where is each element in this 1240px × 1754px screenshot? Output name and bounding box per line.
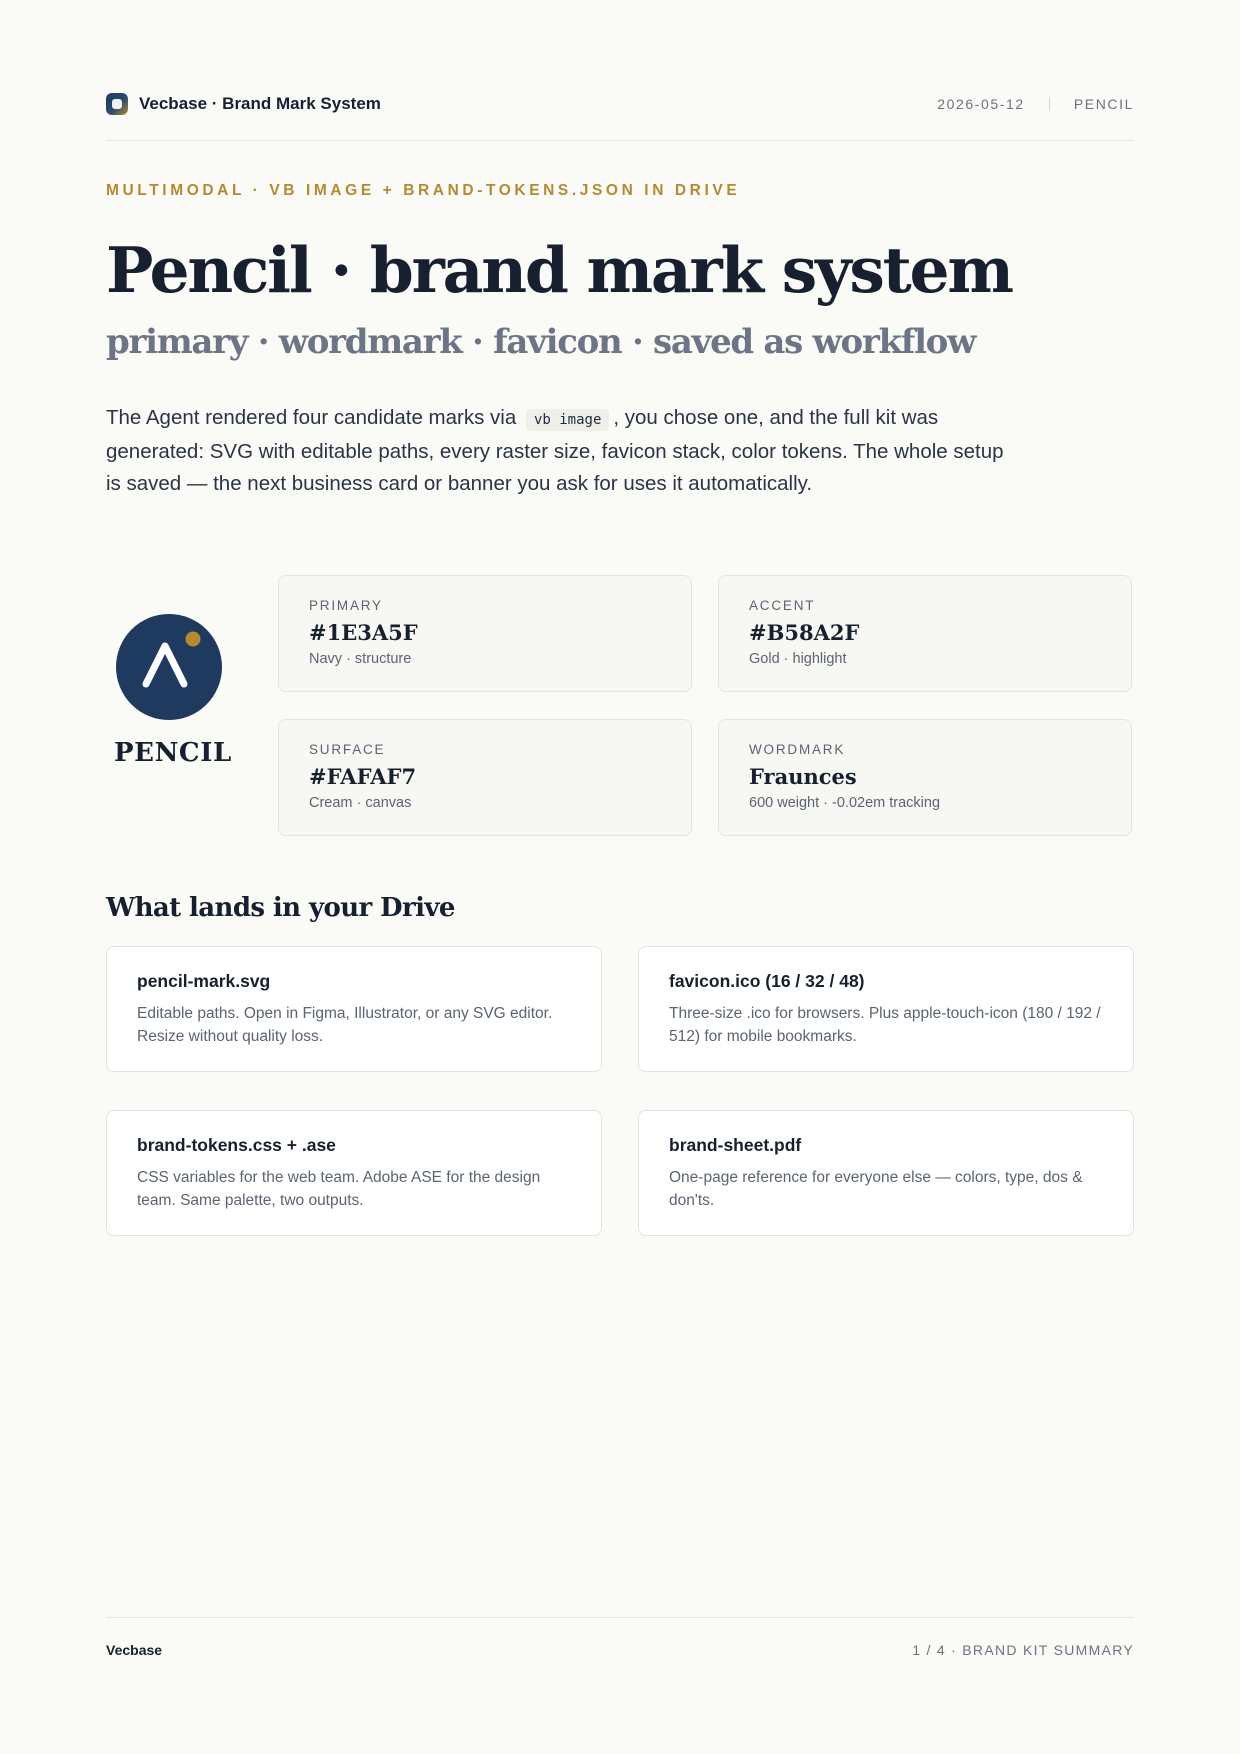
token-value: #1E3A5F <box>309 620 418 645</box>
vecbase-logo-icon <box>106 93 128 115</box>
token-card-primary <box>278 575 692 692</box>
file-name: pencil-mark.svg <box>137 971 271 991</box>
header <box>106 92 1134 116</box>
page-title: Pencil · brand mark system <box>106 233 1012 307</box>
token-value: #FAFAF7 <box>309 764 417 789</box>
footer-brand: Vecbase <box>106 1642 163 1658</box>
file-name: favicon.ico (16 / 32 / 48) <box>669 971 865 991</box>
page-subtitle: primary · wordmark · favicon · saved as workflow <box>106 322 976 362</box>
token-label: SURFACE <box>309 742 386 757</box>
token-label: WORDMARK <box>749 742 846 757</box>
token-label: PRIMARY <box>309 598 383 613</box>
token-card-wordmark <box>718 719 1132 836</box>
file-description: CSS variables for the web team. Adobe ASE for the design team. Same palette, two outputs. <box>137 1169 541 1209</box>
brand-mark <box>114 614 232 768</box>
header-date: 2026-05-12 <box>937 96 1025 112</box>
file-name: brand-sheet.pdf <box>669 1135 802 1155</box>
token-card-accent <box>718 575 1132 692</box>
token-value: Fraunces <box>749 764 857 789</box>
footer-page-info: 1 / 4 · BRAND KIT SUMMARY <box>912 1642 1134 1658</box>
intro-code: vb image <box>526 409 609 431</box>
file-card-favicon <box>638 946 1134 1072</box>
header-meta <box>937 96 1134 112</box>
token-note: Gold · highlight <box>749 651 847 667</box>
intro-text-end: , you chose one, and the full kit was generated: SVG with editable paths, every raster size, favicon stack, color tokens. The whole setup is saved — the next business card or banner you ask for uses it automatically. <box>106 406 1004 495</box>
token-card-surface <box>278 719 692 836</box>
mark-wordmark: PENCIL <box>114 738 232 768</box>
file-card-tokens <box>106 1110 602 1236</box>
file-description: Three-size .ico for browsers. Plus apple-touch-icon (180 / 192 / 512) for mobile bookmarks. <box>669 1005 1101 1045</box>
brand <box>106 93 381 115</box>
eyebrow: MULTIMODAL · VB IMAGE + BRAND-TOKENS.JSON IN DRIVE <box>106 182 741 199</box>
file-description: Editable paths. Open in Figma, Illustrator, or any SVG editor. Resize without quality loss. <box>137 1005 553 1045</box>
intro-paragraph <box>106 402 1006 500</box>
token-note: 600 weight · -0.02em tracking <box>749 795 941 811</box>
brand-name: Vecbase · Brand Mark System <box>139 94 381 113</box>
brand-kit-page <box>106 0 1134 1754</box>
header-divider <box>1049 97 1050 111</box>
intro-text-start: The Agent rendered four candidate marks via <box>106 406 517 429</box>
file-card-svg <box>106 946 602 1072</box>
file-card-brand-sheet <box>638 1110 1134 1236</box>
header-rule <box>106 140 1134 141</box>
file-name: brand-tokens.css + .ase <box>137 1135 336 1155</box>
file-description: One-page reference for everyone else — colors, type, dos & don'ts. <box>669 1169 1083 1209</box>
pencil-mark-icon <box>116 614 222 720</box>
token-note: Cream · canvas <box>309 795 412 811</box>
token-value: #B58A2F <box>749 620 860 645</box>
pencil-mark-glyph <box>116 614 222 720</box>
token-label: ACCENT <box>749 598 816 613</box>
drive-section-title: What lands in your Drive <box>106 893 455 923</box>
footer-rule <box>106 1617 1134 1618</box>
header-project: PENCIL <box>1073 96 1134 112</box>
token-note: Navy · structure <box>309 651 412 667</box>
